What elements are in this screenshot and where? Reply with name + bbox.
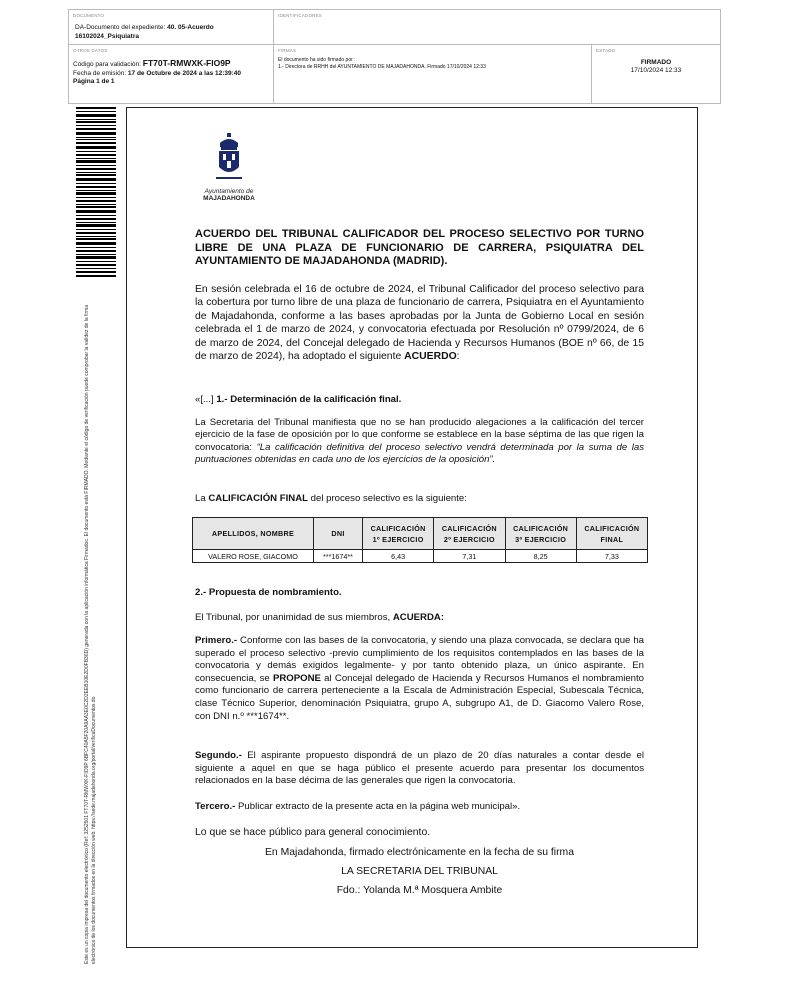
table-row (193, 550, 648, 563)
calif-suffix: del proceso selectivo es la siguiente: (308, 493, 467, 504)
majadahonda-logo (196, 133, 262, 205)
documento-line1-prefix: DA-Documento del expediente: (75, 24, 168, 31)
segundo-label: Segundo.- (195, 750, 242, 761)
logo-line1: Ayuntamiento de (204, 188, 254, 195)
documento-cell (69, 10, 274, 45)
barcode-image (76, 107, 116, 277)
documento-line2: 16102024_Psiquiatra (75, 32, 139, 40)
header-dni: DNI (314, 518, 363, 550)
header-calif-3: CALIFICACIÓN 3º EJERCICIO (505, 518, 576, 550)
closing-text: Lo que se hace público para general conocimiento. (195, 827, 431, 838)
section-1-quote: “La calificación definitiva del proceso selectivo vendrá determinada por la suma de las puntuaciones obtenidas en cada uno de los ejercicios de la oposición”. (195, 441, 644, 466)
fecha-prefix: Fecha de emisión: (73, 69, 128, 77)
tercero-paragraph (195, 800, 644, 813)
header-calif-2: CALIFICACIÓN 2º EJERCICIO (434, 518, 505, 550)
intro-end: : (456, 351, 460, 363)
cell-calif-2: 7,31 (434, 550, 505, 563)
estado-cell (592, 45, 720, 103)
header-calif-1: CALIFICACIÓN 1º EJERCICIO (363, 518, 434, 550)
page-count: Página 1 de 1 (73, 78, 115, 85)
section-1-title: 1.- Determinación de la calificación final. (216, 394, 402, 405)
estado-label: ESTADO (596, 48, 616, 53)
tercero-text: Publicar extracto de la presente acta en la página web municipal». (235, 801, 521, 812)
firmas-cell (274, 45, 592, 103)
documento-line1-bold: 40. 05-Acuerdo (167, 24, 214, 31)
section-1-heading (195, 393, 644, 406)
estado-status: FIRMADO (640, 59, 672, 66)
signature-place: En Majadahonda, firmado electrónicamente en la fecha de su firma (264, 847, 574, 858)
segundo-paragraph (195, 750, 644, 788)
intro-acuerdo: ACUERDO (404, 351, 457, 363)
otros-datos-label: OTROS DATOS (73, 48, 108, 53)
primero-text-2: al Concejal delegado de Hacienda y Recursos Humanos el nombramiento como funcionario de carrera perteneciente a la Escala de Administración Especial, Subescala Técnica, clase Técnico Superior, denominación Psiquiatra, grupo A, subgrupo A1, de D. Giacomo Valero Rose, con DNI n.º ***1674**. (195, 672, 644, 722)
calif-bold: CALIFICACIÓN FINAL (208, 493, 309, 504)
estado-fecha: 17/10/2024 12:33 (630, 67, 682, 74)
firmas-line1: El documento ha sido firmado por : (278, 57, 356, 63)
coat-of-arms-icon (214, 133, 244, 183)
cell-nombre: VALERO ROSE, GIACOMO (193, 550, 314, 563)
tercero-label: Tercero.- (195, 801, 236, 812)
cell-calif-final: 7,33 (576, 550, 647, 563)
cell-calif-1: 6,43 (363, 550, 434, 563)
verification-code[interactable]: FT70T-RMWXK-FIO9P (142, 58, 231, 68)
header-calif-final: CALIFICACIÓN FINAL (576, 518, 647, 550)
cell-dni: ***1674** (314, 550, 363, 563)
document-header (68, 9, 721, 104)
documento-label: DOCUMENTO (73, 13, 105, 18)
segundo-text: El aspirante propuesto dispondrá de un plazo de 20 días naturales a contar desde el siguiente a aquel en que se haga público el presente acuerdo para presentar los documentos relacionados en la base décima de las generales que rigen la convocatoria. (195, 750, 644, 787)
identificadores-label: IDENTIFICADORES (278, 13, 323, 18)
cell-calif-3: 8,25 (505, 550, 576, 563)
identificadores-cell (274, 10, 720, 45)
primero-text-1: Conforme con las bases de la convocatoria, y siendo una plaza convocada, se declara que ha superado el proceso selectivo -previo cumplimiento de los requisitos contemplados en las bases de la convocatoria y demás exigidos legalmente- y por tanto obtenido plaza, un único aspirante. En consecuencia, se (195, 635, 644, 684)
firmas-label: FIRMAS (278, 48, 297, 53)
section-2-intro (195, 611, 644, 624)
section-2-text: El Tribunal, por unanimidad de sus miembros, (195, 612, 393, 623)
signature-name: Fdo.: Yolanda M.ª Mosquera Ambite (336, 885, 503, 896)
table-header-row (193, 518, 648, 550)
section-1-paragraph (195, 417, 644, 467)
fecha-emision: 17 de Octubre de 2024 a las 12:39:40 (127, 69, 242, 77)
verification-side-text: Este es un copia impresa del documento electrónico (Ref: 3252501 FT70T-RMWXK-FIO9P 6BFC40A5F20A9AA3E0C2D2EEB10E2D0FB36D) generada con la aplicación informática Firmadoc. El documento está FIRMADO. Mediante el código de verificación puede comprobar la validez de la firma electrónica de los documentos firmados en la dirección web: https://sede.majadahonda.org/portal/verificaDocumentos.do (84, 304, 97, 964)
primero-paragraph (195, 635, 644, 723)
results-table (192, 517, 648, 563)
firmas-line2: 1.- Directora de RRHH del AYUNTAMIENTO DE MAJADAHONDA. Firmado 17/10/2024 12:33 (278, 63, 486, 70)
section-2-acuerda: ACUERDA: (392, 612, 445, 623)
primero-propone: PROPONE (272, 672, 321, 684)
signature-role: LA SECRETARIA DEL TRIBUNAL (341, 866, 498, 877)
section-1-prefix: «[...] (195, 394, 217, 405)
intro-paragraph (195, 283, 644, 363)
calif-prefix: La (195, 493, 209, 504)
primero-label: Primero.- (195, 635, 238, 646)
section-2-title: 2.- Propuesta de nombramiento. (195, 587, 342, 598)
logo-line2: MAJADAHONDA (203, 195, 255, 202)
intro-text: En sesión celebrada el 16 de octubre de 2024, el Tribunal Calificador del proceso selectivo para la cobertura por turno libre de una plaza de funcionario de carrera, Psiquiatra en el Ayuntamiento de Majadahonda, conforme a las bases aprobadas por la Junta de Gobierno Local en sesión celebrada el 1 de marzo de 2024, y convocatoria efectuada por Resolución nº 0799/2024, de 6 de marzo de 2024, del Concejal delegado de Hacienda y Recursos Humanos (BOE nº 66, de 15 de marzo de 2024), ha adoptado el siguiente (195, 284, 644, 363)
header-apellidos: APELLIDOS, NOMBRE (193, 518, 314, 550)
calificacion-intro (195, 492, 644, 505)
section-1-text: La Secretaria del Tribunal manifiesta que no se han producido alegaciones a la calificación del tercer ejercicio de la fase de oposición por lo que conforme se establece en la base séptima de las que rigen la convocatoria: (195, 417, 644, 453)
otros-datos-cell (69, 45, 274, 103)
document-title: ACUERDO DEL TRIBUNAL CALIFICADOR DEL PROCESO SELECTIVO POR TURNO LIBRE DE UNA PLAZA DE FUNCIONARIO DE CARRERA, PSIQUIATRA DEL AYUNTAMIENTO DE MAJADAHONDA (MADRID). (195, 228, 644, 267)
codigo-prefix: Código para validación: (73, 61, 143, 68)
